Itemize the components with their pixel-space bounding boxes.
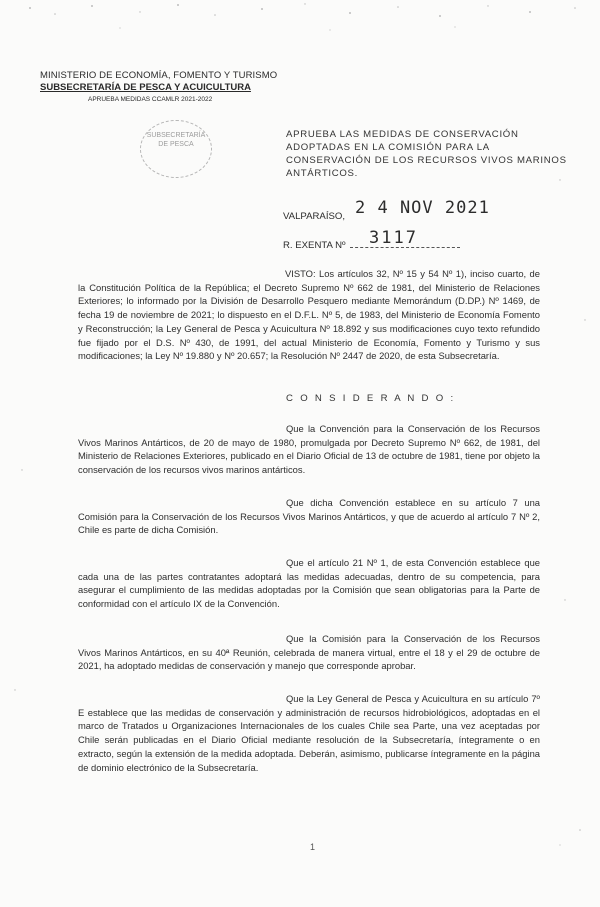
considerando-paragraph-4: Que la Comisión para la Conservación de los Recursos Vivos Marinos Antárticos, en su 40ª Reunión, celebrada de manera virtual, entre el 18 y el 29 de octubre de 2021, ha adoptado medidas de conservación y manejo que corresponde aprobar. bbox=[78, 633, 540, 672]
resolution-label: R. EXENTA Nº bbox=[283, 240, 346, 251]
considerando-paragraph-3: Que el artículo 21 Nº 1, de esta Convención establece que cada una de las partes contratantes adoptará las medidas adecuadas, dentro de su competencia, para asegurar el cumplimiento de las medidas adoptadas por la Comisión que sean obligatorias para la Parte de conformidad con el artículo IX de la Convención. bbox=[78, 557, 540, 610]
ministry-name: MINISTERIO DE ECONOMÍA, FOMENTO Y TURISMO bbox=[40, 70, 278, 81]
official-stamp bbox=[140, 120, 212, 178]
subsecretaria-name: SUBSECRETARÍA DE PESCA Y ACUICULTURA bbox=[40, 82, 251, 93]
considerando-paragraph-5: Que la Ley General de Pesca y Acuicultura en su artículo 7º E establece que las medidas de conservación y administración de recursos hidrobiológicos, adoptadas en el marco de Tratados u Organizaciones Internacionales de los cuales Chile sea Parte, una vez aceptadas por Chile serán publicadas en el Diario Oficial mediante resolución de la Subsecretaría, íntegramente o en extracto, según la extensión de la medida adoptada. Deberán, asimismo, publicarse íntegramente en la página de dominio electrónico de la Subsecretaría. bbox=[78, 693, 540, 773]
handwritten-date: 2 4 NOV 2021 bbox=[355, 198, 490, 218]
considerando-paragraph-1: Que la Convención para la Conservación de los Recursos Vivos Marinos Antárticos, de 20 de mayo de 1980, promulgada por Decreto Supremo Nº 662, de 1981, del Ministerio de Relaciones Exteriores, publicado en el Diario Oficial de 13 de octubre de 1981, tiene por objeto la conservación de los recursos vivos marinos antárticos. bbox=[78, 423, 540, 476]
considerando-heading: C O N S I D E R A N D O : bbox=[286, 393, 456, 404]
letterhead bbox=[40, 70, 280, 105]
visto-paragraph: VISTO: Los artículos 32, Nº 15 y 54 Nº 1), inciso cuarto, de la Constitución Política de la República; el Decreto Supremo Nº 662 de 1981, del Ministerio de Relaciones Exteriores; lo informado por la División de Desarrollo Pesquero mediante Memorándum (D.DP.) Nº 1469, de fecha 19 de noviembre de 2021; lo dispuesto en el D.F.L. Nº 5, de 1983, del Ministerio de Economía Fomento y Reconstrucción; la Ley General de Pesca y Acuicultura Nº 18.892 y sus modificaciones cuyo texto refundido fue fijado por el D.S. Nº 430, de 1991, del actual Ministerio de Economía, Fomento y Turismo y sus modificaciones; la Ley Nº 19.880 y Nº 20.657; la Resolución Nº 2447 de 2020, de esta Subsecretaría. bbox=[78, 268, 540, 362]
document-reference: APRUEBA MEDIDAS CCAMLR 2021-2022 bbox=[88, 96, 213, 103]
stamp-line-1: SUBSECRETARÍA bbox=[146, 132, 206, 139]
stamp-line-2: DE PESCA bbox=[158, 141, 194, 148]
page-number: 1 bbox=[310, 842, 316, 852]
considerando-paragraph-2: Que dicha Convención establece en su artículo 7 una Comisión para la Conservación de los Recursos Vivos Marinos Antárticos, y que de acuerdo al artículo 7 Nº 2, Chile es parte de dicha Comisión. bbox=[78, 497, 540, 536]
place-label: VALPARAÍSO, bbox=[283, 211, 346, 222]
resolution-title: APRUEBA LAS MEDIDAS DE CONSERVACIÓN ADOPTADAS EN LA COMISIÓN PARA LA CONSERVACIÓN DE LOS RECURSOS VIVOS MARINOS ANTÁRTICOS. bbox=[286, 129, 567, 179]
resolution-number: 3117 bbox=[369, 228, 418, 248]
